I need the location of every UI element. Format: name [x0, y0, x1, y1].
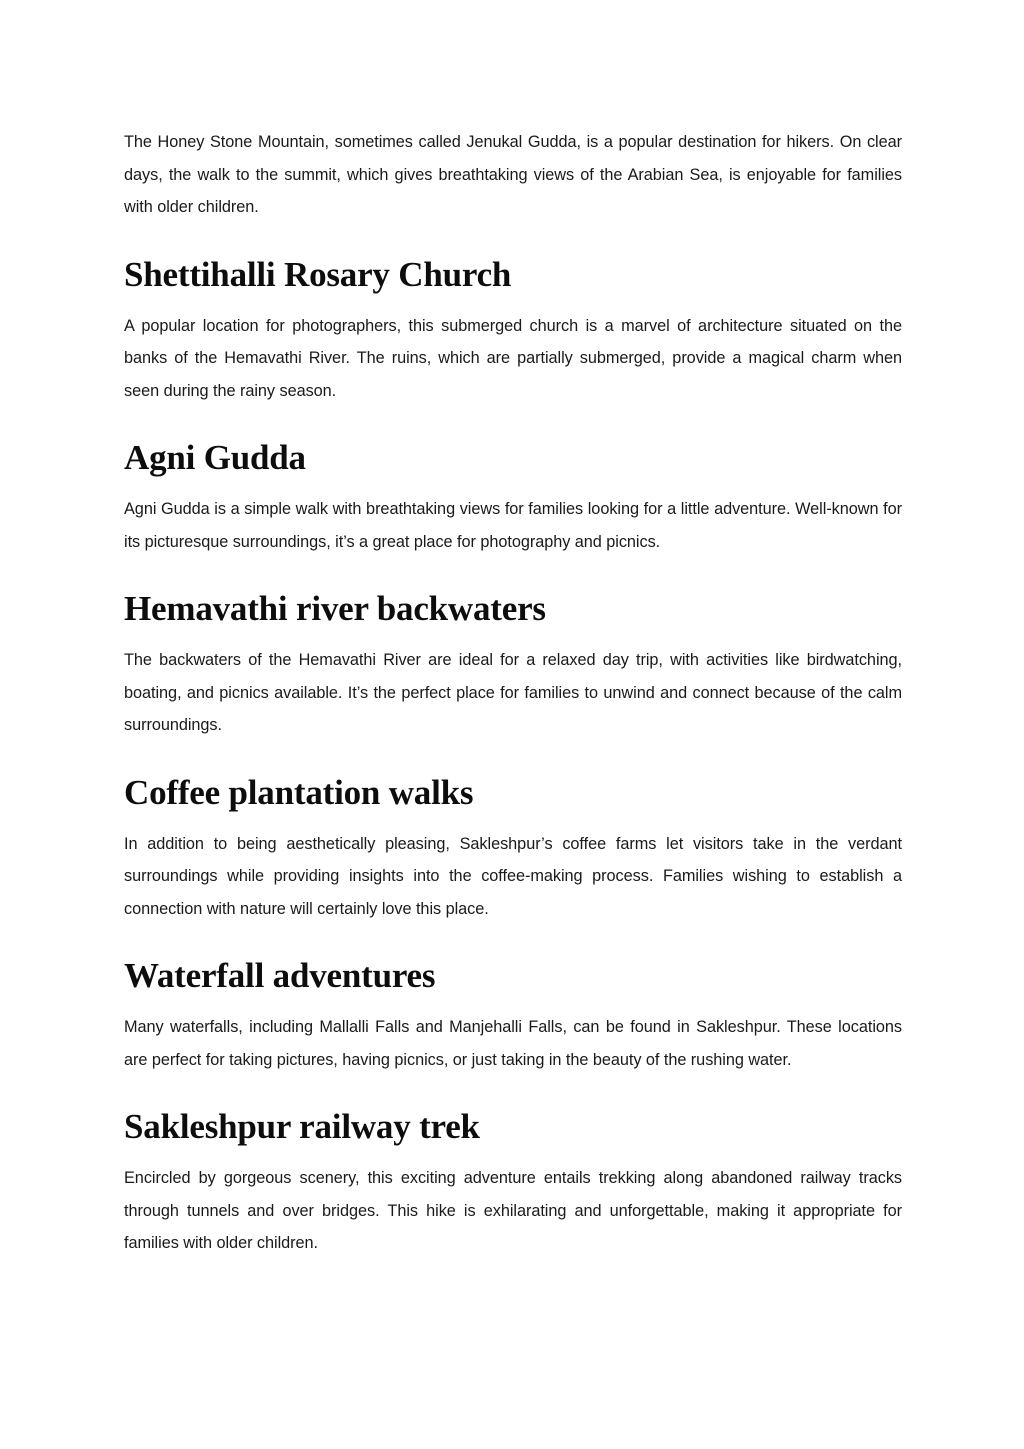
section-agni-gudda — [124, 438, 902, 558]
section-heading: Agni Gudda — [124, 438, 306, 477]
section-hemavathi-river-backwaters — [124, 589, 902, 742]
section-paragraph: In addition to being aesthetically pleasing, Sakleshpur’s coffee farms let visitors take in the verdant surroundings while providing insights into the coffee-making process. Families wishing to establish a connection with nature will certainly love this place. — [124, 834, 902, 918]
section-paragraph: The backwaters of the Hemavathi River are ideal for a relaxed day trip, with activities like birdwatching, boating, and picnics available. It’s the perfect place for families to unwind and connect because of the calm surroundings. — [124, 651, 902, 734]
section-heading: Waterfall adventures — [124, 956, 436, 995]
section-heading: Sakleshpur railway trek — [124, 1107, 480, 1146]
section-heading: Hemavathi river backwaters — [124, 589, 546, 628]
intro-paragraph: The Honey Stone Mountain, sometimes called Jenukal Gudda, is a popular destination for hikers. On clear days, the walk to the summit, which gives breathtaking views of the Arabian Sea, is enjoyable for families with older children. — [124, 133, 902, 216]
section-shettihalli-rosary-church — [124, 255, 902, 408]
section-heading: Shettihalli Rosary Church — [124, 254, 512, 294]
section-paragraph: Many waterfalls, including Mallalli Falls and Manjehalli Falls, can be found in Sakleshpur. These locations are perfect for taking pictures, having picnics, or just taking in the beauty of the rushing water. — [124, 1018, 902, 1069]
section-waterfall-adventures — [124, 956, 902, 1076]
section-paragraph: Agni Gudda is a simple walk with breathtaking views for families looking for a little adventure. Well-known for its picturesque surroundings, it’s a great place for photography and picnics. — [124, 500, 902, 551]
document-page — [124, 126, 902, 1260]
section-heading: Coffee plantation walks — [124, 772, 474, 812]
section-sakleshpur-railway-trek — [124, 1107, 902, 1260]
section-coffee-plantation-walks — [124, 773, 902, 926]
section-paragraph: A popular location for photographers, this submerged church is a marvel of architecture situated on the banks of the Hemavathi River. The ruins, which are partially submerged, provide a magical charm when seen during the rainy season. — [124, 316, 902, 400]
section-paragraph: Encircled by gorgeous scenery, this exciting adventure entails trekking along abandoned railway tracks through tunnels and over bridges. This hike is exhilarating and unforgettable, making it appropriate for families with older children. — [124, 1169, 902, 1252]
